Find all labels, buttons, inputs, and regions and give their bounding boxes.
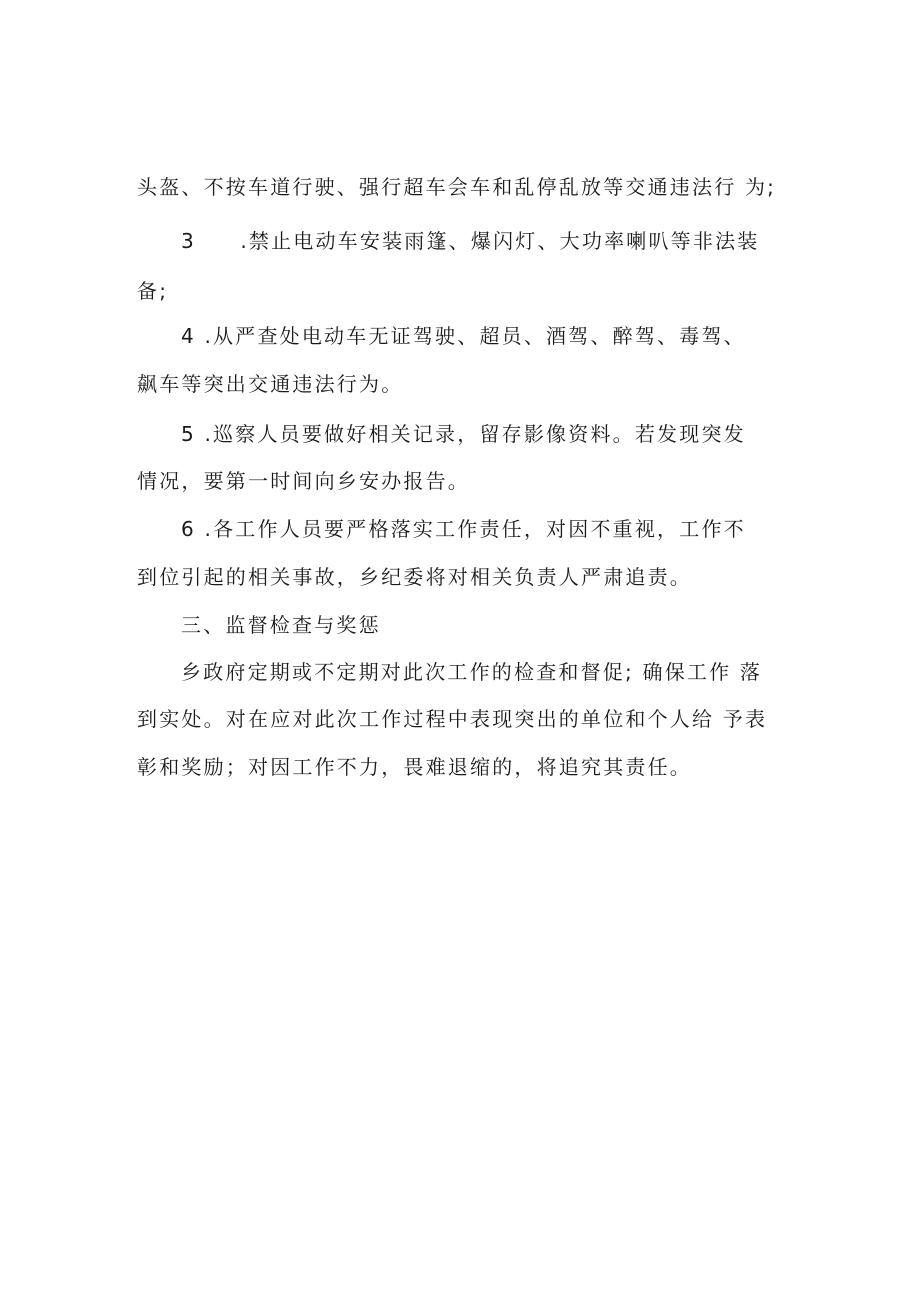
final-paragraph-line-3: 彰和奖励；对因工作不力，畏难退缩的，将追究其责任。 xyxy=(137,755,692,779)
item-4-line-1: 4 .从严查处电动车无证驾驶、超员、酒驾、醉驾、毒驾、 xyxy=(181,324,746,348)
section-heading: 三、监督检查与奖惩 xyxy=(181,613,381,637)
item-5-line-1: 5 .巡察人员要做好相关记录，留存影像资料。若发现突发 xyxy=(181,422,746,446)
item-6-line-1: 6 .各工作人员要严格落实工作责任，对因不重视，工作不 xyxy=(181,517,746,541)
final-paragraph-line-2: 到实处。对在应对此次工作过程中表现突出的单位和个人给 予表 xyxy=(137,707,768,731)
paragraph-line-1: 头盔、不按车道行驶、强行超车会车和乱停乱放等交通违法行 为; xyxy=(137,175,777,199)
item-6-line-2: 到位引起的相关事故，乡纪委将对相关负责人严肃追责。 xyxy=(137,565,692,589)
item-3-line-1: 3 .禁止电动车安装雨篷、爆闪灯、大功率喇叭等非法装 xyxy=(181,229,760,253)
item-5-line-2: 情况，要第一时间向乡安办报告。 xyxy=(137,469,470,493)
final-paragraph-line-1: 乡政府定期或不定期对此次工作的检查和督促; 确保工作 落 xyxy=(181,660,763,684)
item-4-line-2: 飙车等突出交通违法行为。 xyxy=(137,372,404,396)
item-3-line-2: 备; xyxy=(137,279,169,303)
